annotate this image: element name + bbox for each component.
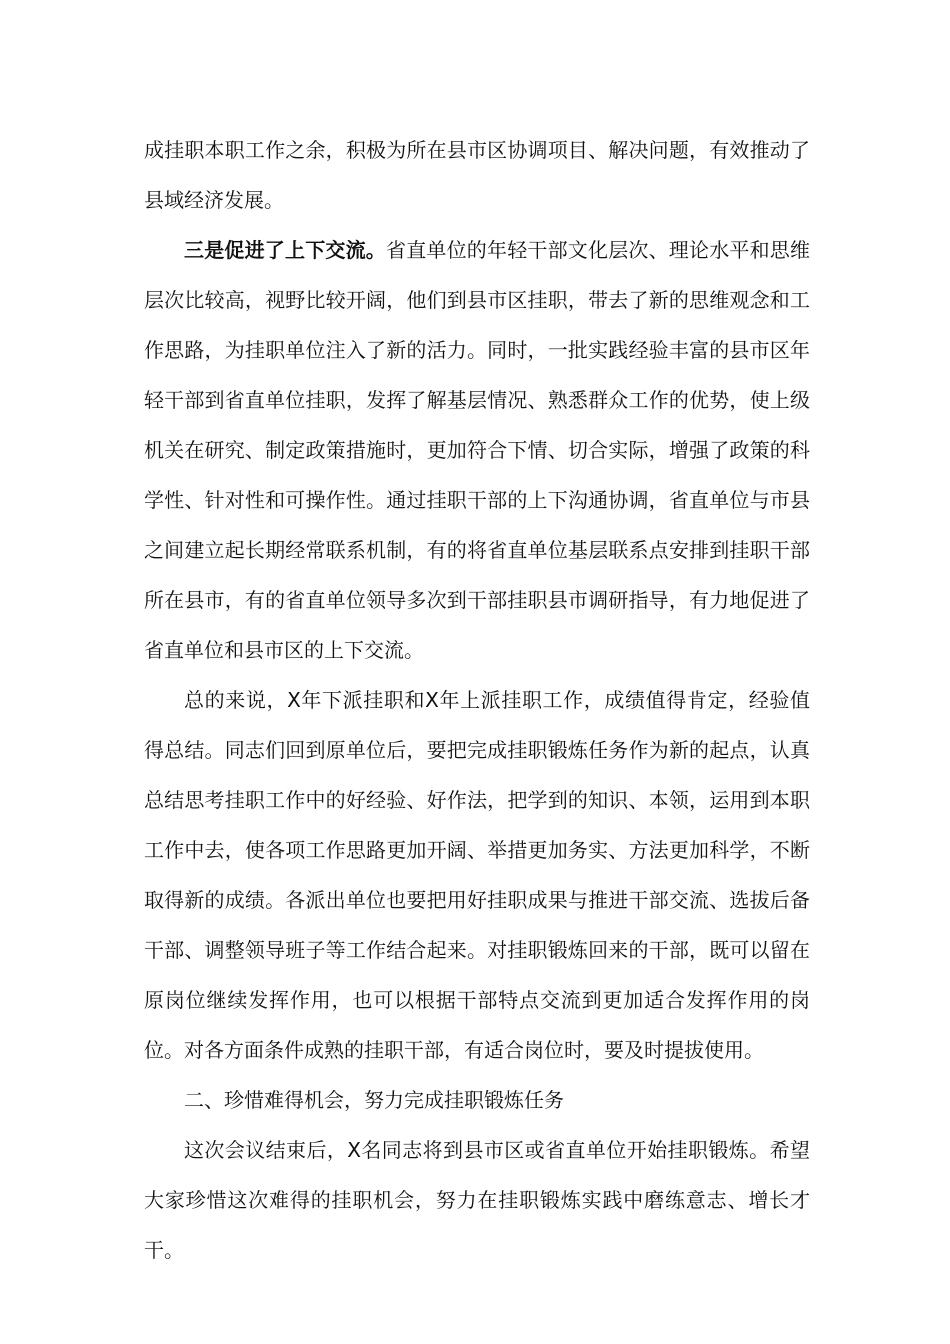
section-heading: 二、珍惜难得机会，努力完成挂职锻炼任务 (184, 1088, 564, 1112)
paragraph-lead-heading: 三是促进了上下交流。 (184, 238, 386, 262)
paragraph-summary: 总的来说，X年下派挂职和X年上派挂职工作，成绩值得肯定，经验值得总结。同志们回到原单位后，要把完成挂职锻炼任务作为新的起点，认真总结思考挂职工作中的好经验、好作法，把学到的知识、本领，运用到本职工作中去，使各项工作思路更加开阔、举措更加务实、方法更加科学，不断取得新的成绩。各派出单位也要把用好挂职成果与推进干部交流、选拔后备干部、调整领导班子等工作结合起来。对挂职锻炼回来的干部，既可以留在原岗位继续发挥作用，也可以根据干部特点交流到更加适合发挥作用的岗位。对各方面条件成熟的挂职干部，有适合岗位时，要及时提拔使用。 (144, 688, 810, 1062)
document-body (144, 125, 810, 1275)
paragraph-continuation: 成挂职本职工作之余，积极为所在县市区协调项目、解决问题，有效推动了县域经济发展。 (144, 138, 810, 212)
paragraph-expectation: 这次会议结束后，X名同志将到县市区或省直单位开始挂职锻炼。希望大家珍惜这次难得的挂职机会，努力在挂职锻炼实践中磨练意志、增长才干。 (144, 1138, 810, 1262)
paragraph-body-text: 省直单位的年轻干部文化层次、理论水平和思维层次比较高，视野比较开阔，他们到县市区挂职，带去了新的思维观念和工作思路，为挂职单位注入了新的活力。同时，一批实践经验丰富的县市区年轻干部到省直单位挂职，发挥了解基层情况、熟悉群众工作的优势，使上级机关在研究、制定政策措施时，更加符合下情、切合实际，增强了政策的科学性、针对性和可操作性。通过挂职干部的上下沟通协调，省直单位与市县之间建立起长期经常联系机制，有的将省直单位基层联系点安排到挂职干部所在县市，有的省直单位领导多次到干部挂职县市调研指导，有力地促进了省直单位和县市区的上下交流。 (144, 238, 810, 662)
paragraph-promote-exchange (144, 225, 810, 675)
